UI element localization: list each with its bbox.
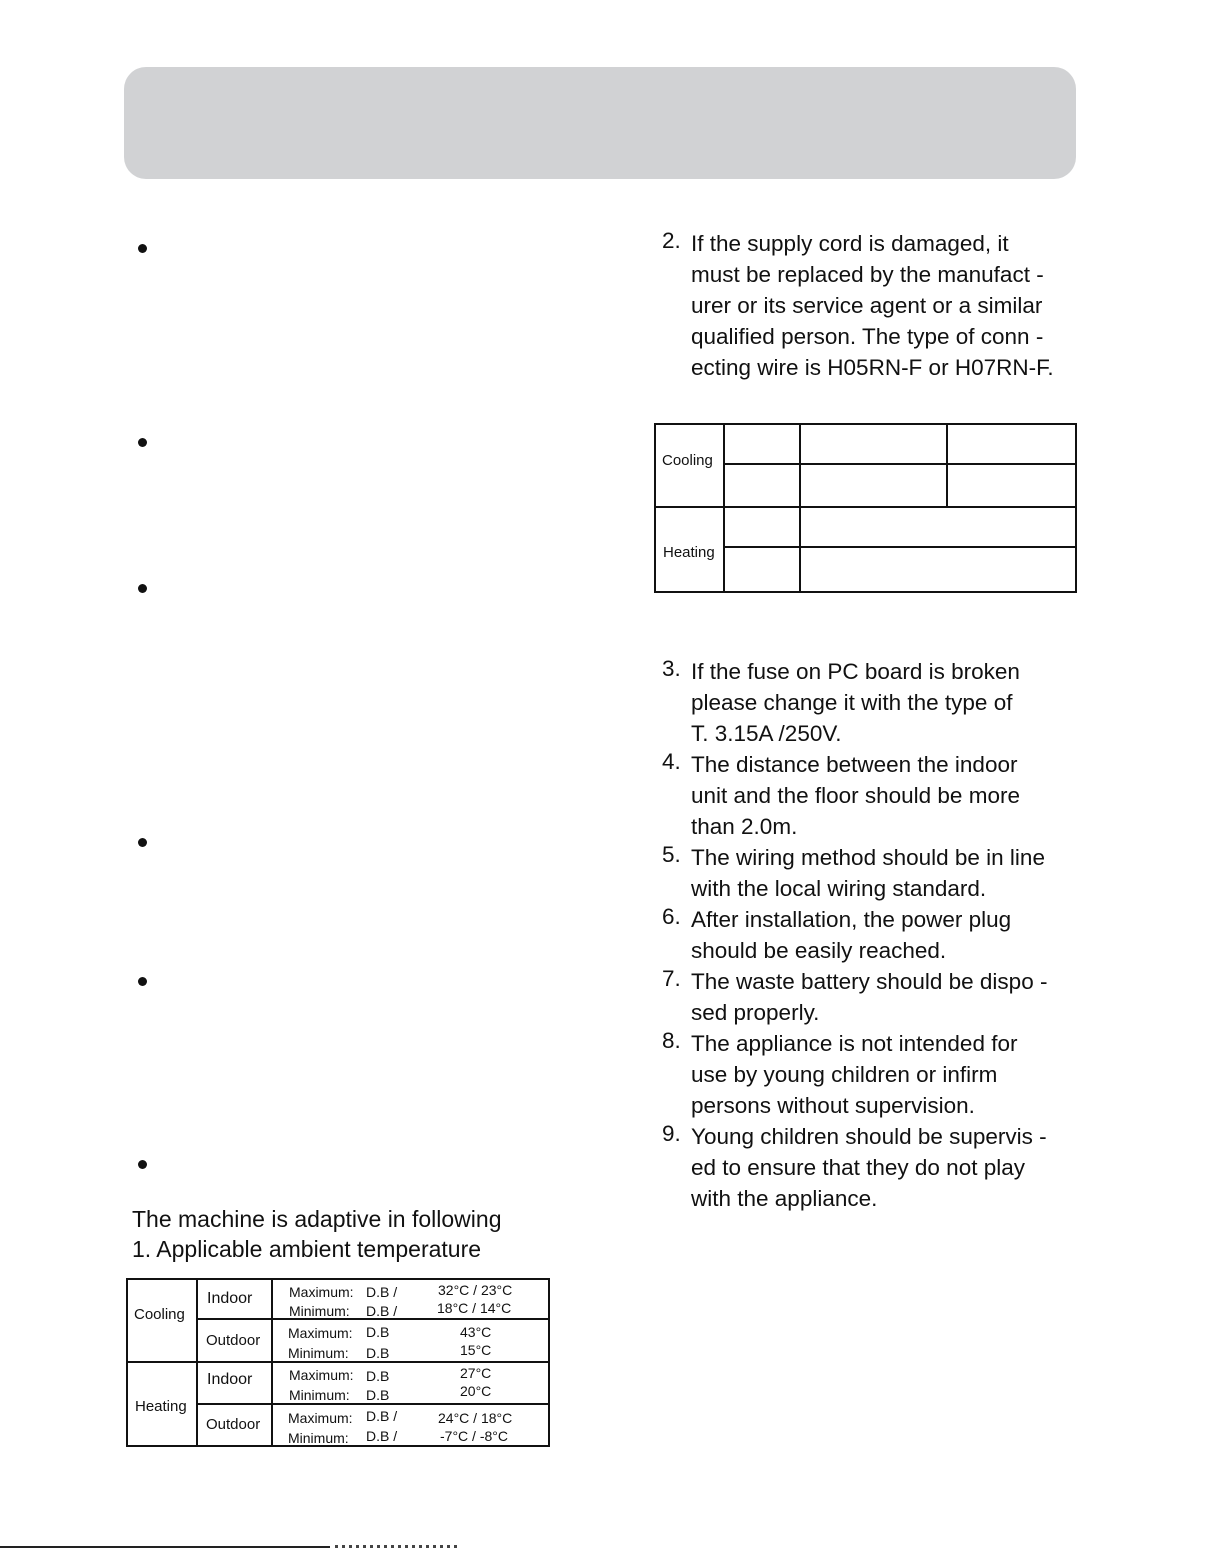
min-label: Minimum: [289,1387,350,1403]
bullet-2 [138,438,147,447]
heating-label-right: Heating [663,544,715,561]
cooling-outdoor-label: Outdoor [206,1332,261,1349]
min-label: Minimum: [288,1345,349,1361]
bullet-3 [138,584,147,593]
db-label: D.B [366,1368,390,1384]
list-item: 6. After installation, the power plug should be easily reached. [662,904,1012,963]
bullet-4 [138,838,147,847]
cooling-label-right: Cooling [662,452,713,469]
list-item: 4. The distance between the indoor unit and the floor should be more than 2.0m. [662,749,1020,839]
max-label: Maximum: [289,1284,354,1300]
heat-out-max: 24°C / 18°C [438,1410,513,1426]
cool-in-max: 32°C / 23°C [438,1282,513,1298]
max-label: Maximum: [289,1367,354,1383]
footer-rule [0,1546,330,1548]
header-band [124,67,1076,179]
heating-indoor-label: Indoor [207,1371,253,1388]
heating-outdoor-label: Outdoor [206,1416,261,1433]
heat-in-min: 20°C [460,1383,492,1399]
heat-out-min: -7°C / -8°C [440,1428,508,1444]
db-label: D.B [366,1345,390,1361]
list-item: 5. The wiring method should be in line with the local wiring standard. [662,842,1045,901]
max-label: Maximum: [288,1410,353,1426]
max-label: Maximum: [288,1325,353,1341]
db-label: D.B / [366,1284,398,1300]
section-heading: 1. Applicable ambient temperature [132,1236,482,1262]
db-label: D.B [366,1387,390,1403]
list-item: 2. If the supply cord is damaged, it must be replaced by the manufact - urer or its service agent or a similar qualified person. The type of conn - ecting wire is H05RN-F or H07RN-F. [662,228,1054,380]
list-item: 3. If the fuse on PC board is broken please change it with the type of T. 3.15A /250V. [662,656,1020,746]
bullet-5 [138,977,147,986]
db-label: D.B / [366,1408,398,1424]
list-item: 9. Young children should be supervis - ed to ensure that they do not play with the appliance. [662,1121,1047,1211]
intro-line: The machine is adaptive in following [132,1206,502,1232]
db-label: D.B / [366,1303,398,1319]
cooling-label: Cooling [134,1306,185,1323]
list-item: 8. The appliance is not intended for use by young children or infirm persons without supervision. [662,1028,1018,1118]
notes-list-b [662,656,1092,1214]
bullet-1 [138,244,147,253]
heat-in-max: 27°C [460,1365,492,1381]
db-label: D.B [366,1324,390,1340]
min-label: Minimum: [289,1303,350,1319]
cool-out-max: 43°C [460,1324,492,1340]
heating-label: Heating [135,1398,187,1415]
cool-out-min: 15°C [460,1342,492,1358]
list-item: 7. The waste battery should be dispo - sed properly. [662,966,1048,1025]
footer-scrap [335,1545,460,1548]
db-label: D.B / [366,1428,398,1444]
cool-in-min: 18°C / 14°C [437,1300,512,1316]
cooling-indoor-label: Indoor [207,1290,253,1307]
bullet-6 [138,1160,147,1169]
notes-list-a [662,228,1092,383]
min-label: Minimum: [288,1430,349,1446]
